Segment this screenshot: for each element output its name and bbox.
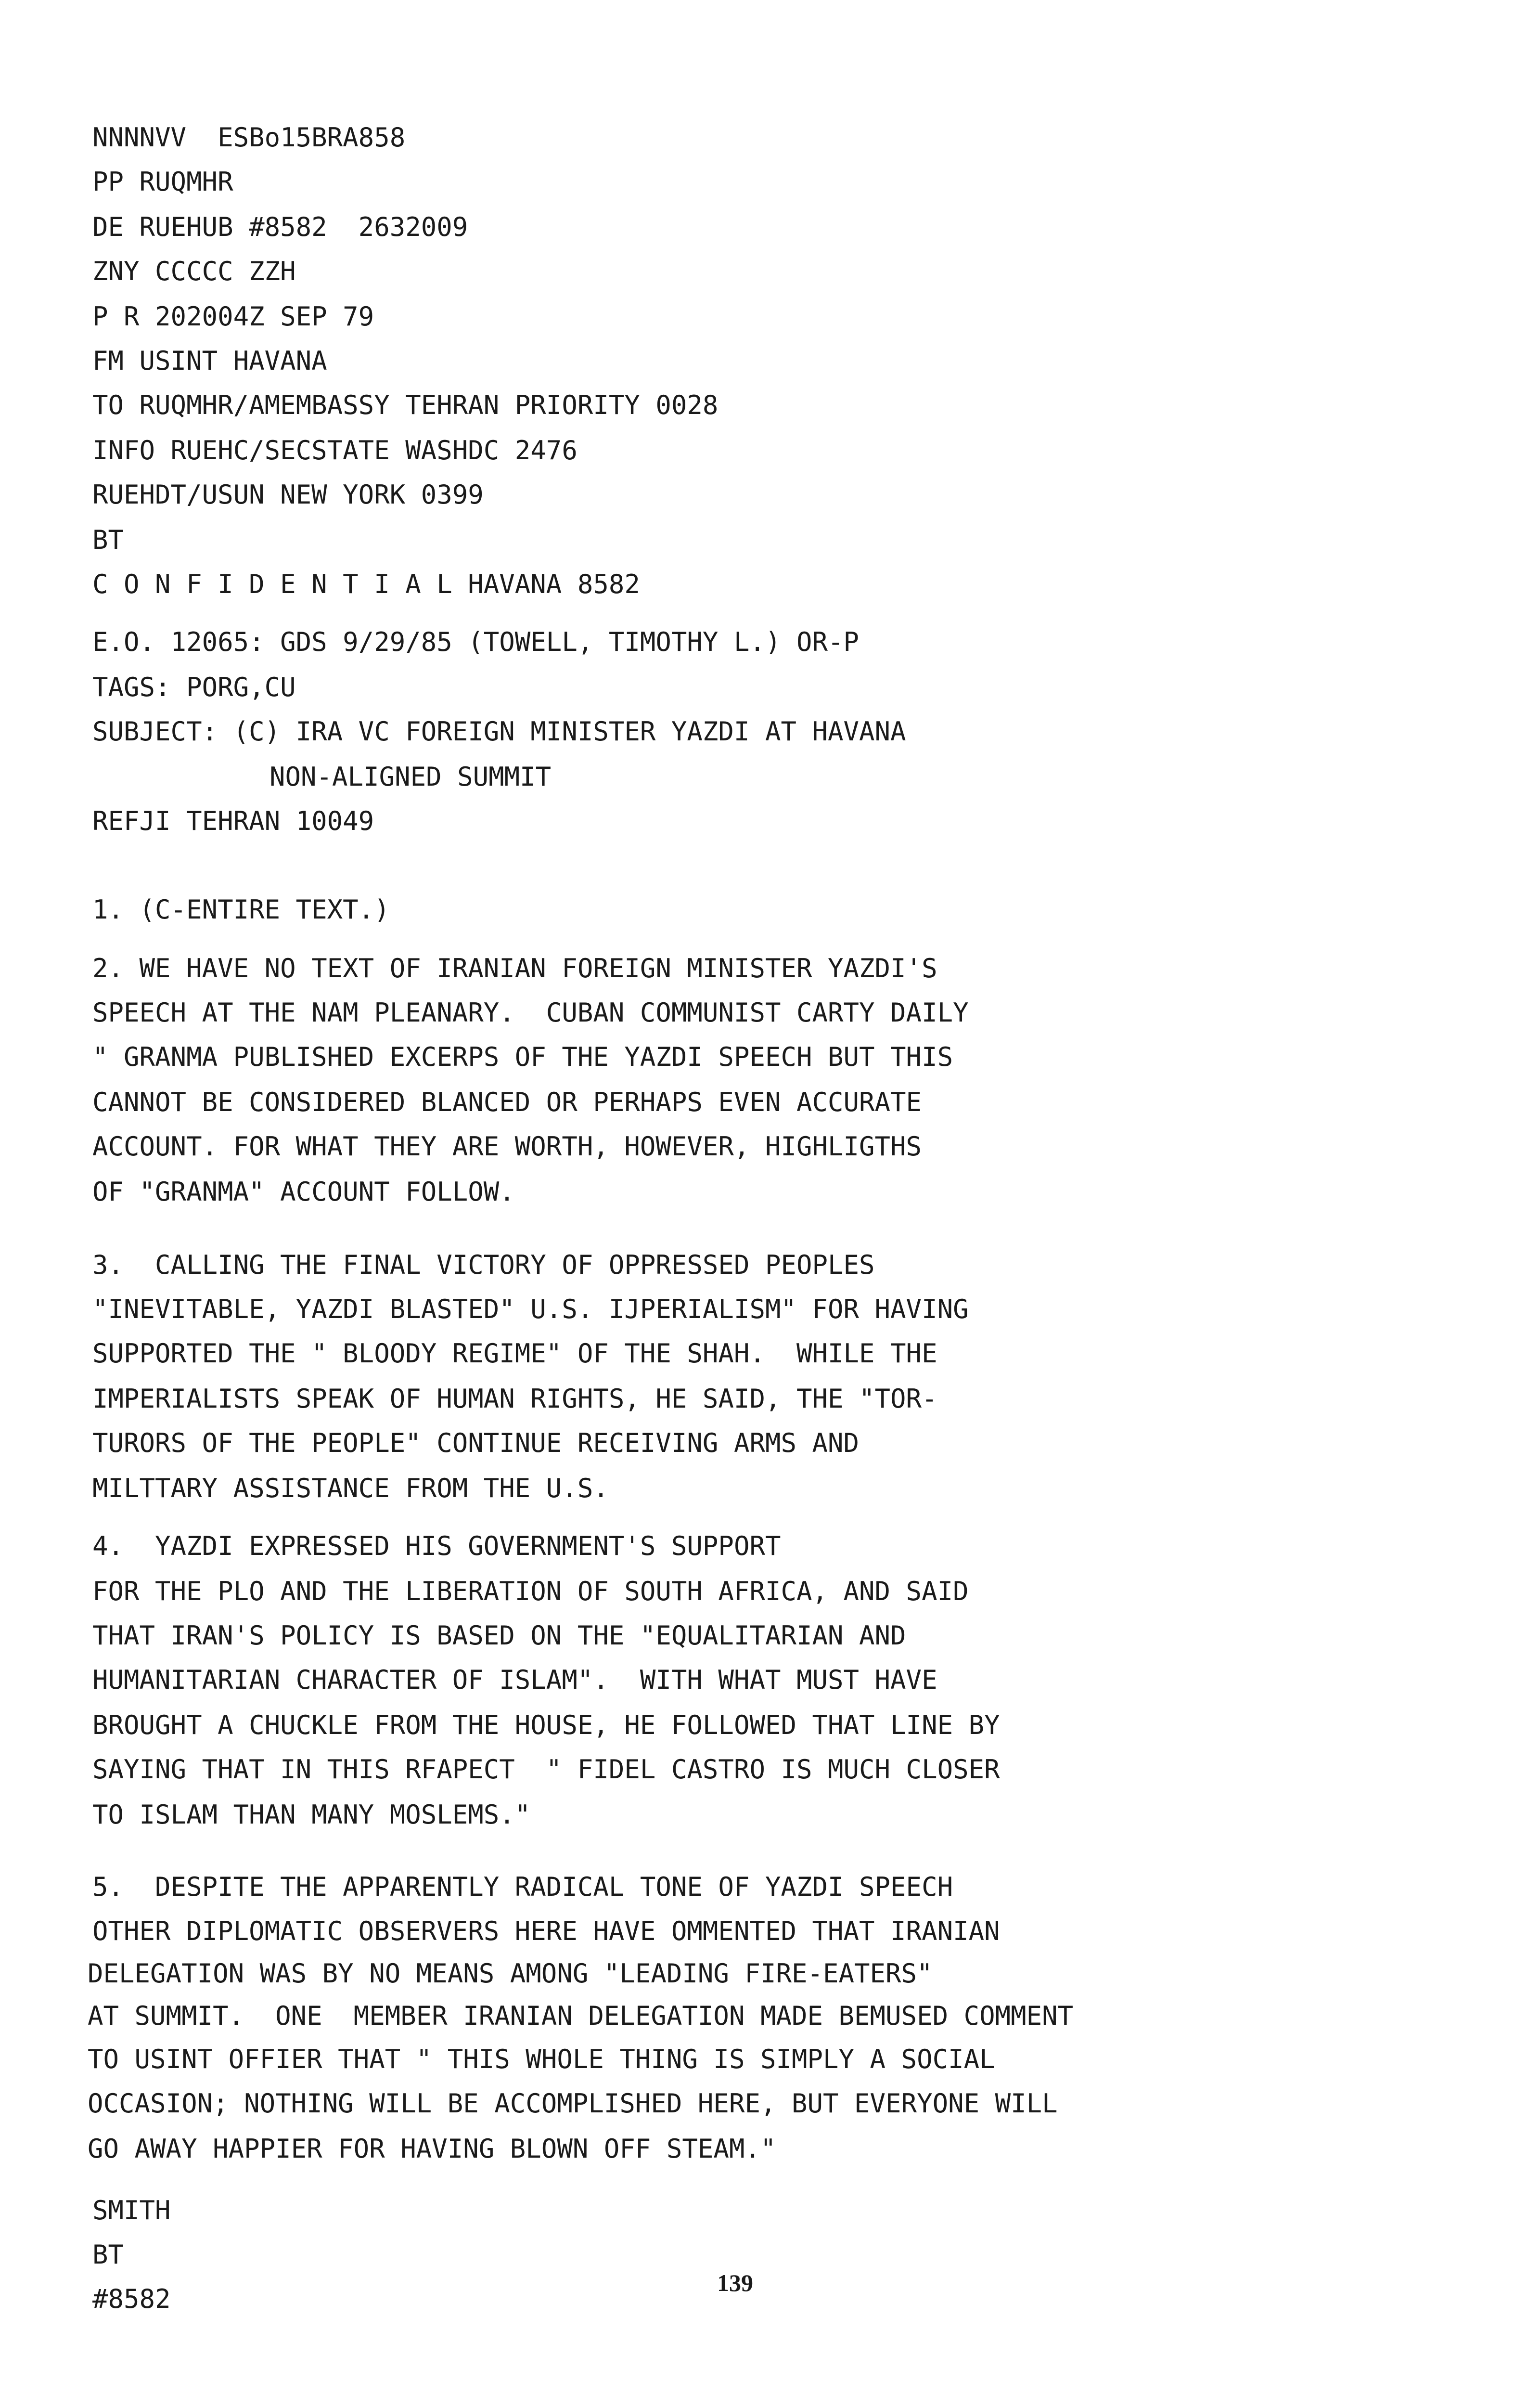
para4-line-2: FOR THE PLO AND THE LIBERATION OF SOUTH AFRICA, AND SAID <box>92 1576 969 1606</box>
para2-line-3: " GRANMA PUBLISHED EXCERPS OF THE YAZDI SPEECH BUT THIS <box>92 1042 953 1072</box>
para2-line-1: 2. WE HAVE NO TEXT OF IRANIAN FOREIGN MINISTER YAZDI'S <box>92 953 937 984</box>
para5-line-3: DELEGATION WAS BY NO MEANS AMONG "LEADING FIRE-EATERS" <box>88 1958 933 1989</box>
para4-line-3: THAT IRAN'S POLICY IS BASED ON THE "EQUALITARIAN AND <box>92 1620 906 1651</box>
para3-line-4: IMPERIALISTS SPEAK OF HUMAN RIGHTS, HE SAID, THE "TOR- <box>92 1384 937 1414</box>
para2-line-4: CANNOT BE CONSIDERED BLANCED OR PERHAPS EVEN ACCURATE <box>92 1087 922 1117</box>
para3-line-1: 3. CALLING THE FINAL VICTORY OF OPPRESSED PEOPLES <box>92 1250 875 1280</box>
para1-line-1: 1. (C-ENTIRE TEXT.) <box>92 894 390 925</box>
para3-line-3: SUPPORTED THE " BLOODY REGIME" OF THE SHAH. WHILE THE <box>92 1338 937 1369</box>
tags-line: TAGS: PORG,CU <box>92 672 296 702</box>
header-line-3: DE RUEHUB #8582 2632009 <box>92 212 468 242</box>
para3-line-5: TURORS OF THE PEOPLE" CONTINUE RECEIVING ARMS AND <box>92 1428 860 1458</box>
para5-line-1: 5. DESPITE THE APPARENTLY RADICAL TONE OF YAZDI SPEECH <box>92 1872 953 1902</box>
reference-line: REFJI TEHRAN 10049 <box>92 806 374 836</box>
classification-line: C O N F I D E N T I A L HAVANA 8582 <box>92 569 640 599</box>
header-line-10: BT <box>92 525 124 555</box>
signer-line: SMITH <box>92 2195 171 2226</box>
header-line-6: FM USINT HAVANA <box>92 346 327 376</box>
para4-line-4: HUMANITARIAN CHARACTER OF ISLAM". WITH WHAT MUST HAVE <box>92 1665 937 1695</box>
page-number: 139 <box>717 2269 753 2296</box>
eo-line: E.O. 12065: GDS 9/29/85 (TOWELL, TIMOTHY L.) OR-P <box>92 627 860 657</box>
header-line-2: PP RUQMHR <box>92 167 233 197</box>
header-line-8: INFO RUEHC/SECSTATE WASHDC 2476 <box>92 435 578 466</box>
para5-line-5: TO USINT OFFIER THAT " THIS WHOLE THING IS SIMPLY A SOCIAL <box>88 2044 995 2074</box>
para4-line-7: TO ISLAM THAN MANY MOSLEMS." <box>92 1799 531 1830</box>
para4-line-6: SAYING THAT IN THIS RFAPECT " FIDEL CASTRO IS MUCH CLOSER <box>92 1754 1000 1785</box>
subject-line-2: NON-ALIGNED SUMMIT <box>270 762 552 792</box>
subject-line-1: SUBJECT: (C) IRA VC FOREIGN MINISTER YAZDI AT HAVANA <box>92 716 906 747</box>
para2-line-6: OF "GRANMA" ACCOUNT FOLLOW. <box>92 1177 515 1207</box>
para3-line-2: "INEVITABLE, YAZDI BLASTED" U.S. IJPERIALISM" FOR HAVING <box>92 1294 969 1324</box>
header-line-7: TO RUQMHR/AMEMBASSY TEHRAN PRIORITY 0028 <box>92 390 719 420</box>
para2-line-5: ACCOUNT. FOR WHAT THEY ARE WORTH, HOWEVER, HIGHLIGTHS <box>92 1131 922 1162</box>
para5-line-4: AT SUMMIT. ONE MEMBER IRANIAN DELEGATION MADE BEMUSED COMMENT <box>88 2001 1074 2031</box>
header-line-4: ZNY CCCCC ZZH <box>92 256 296 286</box>
para5-line-7: GO AWAY HAPPIER FOR HAVING BLOWN OFF STEAM." <box>88 2134 776 2164</box>
para2-line-2: SPEECH AT THE NAM PLEANARY. CUBAN COMMUNIST CARTY DAILY <box>92 997 969 1028</box>
para4-line-5: BROUGHT A CHUCKLE FROM THE HOUSE, HE FOLLOWED THAT LINE BY <box>92 1710 1000 1740</box>
header-line-5: P R 202004Z SEP 79 <box>92 301 374 332</box>
para5-line-2: OTHER DIPLOMATIC OBSERVERS HERE HAVE OMMENTED THAT IRANIAN <box>92 1916 1000 1946</box>
footer-bt-line: BT <box>92 2239 124 2270</box>
header-line-9: RUEHDT/USUN NEW YORK 0399 <box>92 479 484 510</box>
message-number-line: #8582 <box>92 2284 171 2314</box>
para4-line-1: 4. YAZDI EXPRESSED HIS GOVERNMENT'S SUPPORT <box>92 1531 781 1561</box>
header-line-1: NNNNVV ESBo15BRA858 <box>92 122 406 153</box>
para3-line-6: MILTTARY ASSISTANCE FROM THE U.S. <box>92 1473 609 1503</box>
para5-line-6: OCCASION; NOTHING WILL BE ACCOMPLISHED HERE, BUT EVERYONE WILL <box>88 2088 1058 2119</box>
